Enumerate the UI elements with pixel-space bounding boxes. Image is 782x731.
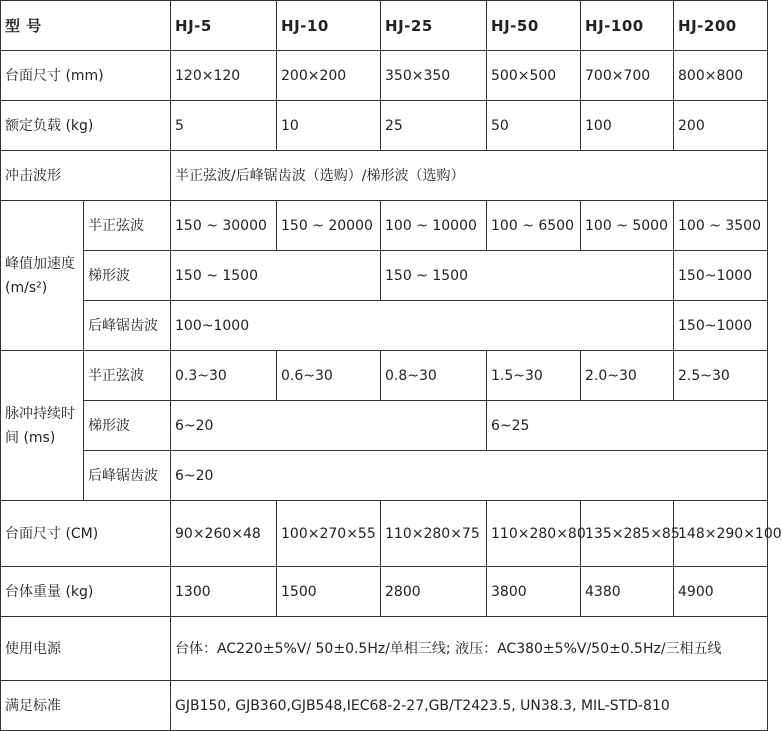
peak-accel-half-sine-row [1, 201, 768, 251]
table-cell: 1300 [171, 567, 277, 617]
sub-label: 半正弦波 [84, 351, 171, 401]
table-cell: 4380 [581, 567, 674, 617]
table-cell: 150~1000 [674, 251, 768, 301]
table-cell: 25 [381, 101, 487, 151]
table-cell: 200 [674, 101, 768, 151]
table-cell: 2800 [381, 567, 487, 617]
table-cell: 135×285×85 [581, 501, 674, 567]
table-cell: 100~1000 [171, 301, 674, 351]
table-cell: 50 [487, 101, 581, 151]
table-cell: 100 ~ 6500 [487, 201, 581, 251]
group-label: 脉冲持续时间 (ms) [1, 351, 84, 501]
table-cell: 1.5~30 [487, 351, 581, 401]
table-cell: 6~25 [487, 401, 768, 451]
peak-accel-sawtooth-row [1, 301, 768, 351]
table-cell: 台体：AC220±5%V/ 50±0.5Hz/单相三线; 液压：AC380±5%V/50±0.5Hz/三相五线 [171, 617, 768, 681]
model-label: 型 号 [1, 1, 171, 51]
table-cell: 150 ~ 20000 [277, 201, 381, 251]
row-label: 台面尺寸 (CM) [1, 501, 171, 567]
row-label: 台面尺寸 (mm) [1, 51, 171, 101]
table-cell: 6~20 [171, 401, 487, 451]
peak-accel-trapezoid-row [1, 251, 768, 301]
waveform-row [1, 151, 768, 201]
pulse-half-sine-row [1, 351, 768, 401]
row-label: 额定负载 (kg) [1, 101, 171, 151]
model-cell: HJ-200 [674, 1, 768, 51]
table-cell: 6~20 [171, 451, 768, 501]
table-cell: 120×120 [171, 51, 277, 101]
table-size-row [1, 51, 768, 101]
table-cell: 5 [171, 101, 277, 151]
table-cell: 110×280×80 [487, 501, 581, 567]
body-weight-row [1, 567, 768, 617]
table-cell: 350×350 [381, 51, 487, 101]
table-cell: 4900 [674, 567, 768, 617]
sub-label: 梯形波 [84, 401, 171, 451]
table-cell: 0.8~30 [381, 351, 487, 401]
model-cell: HJ-25 [381, 1, 487, 51]
pulse-trapezoid-row [1, 401, 768, 451]
row-label: 冲击波形 [1, 151, 171, 201]
standards-row [1, 681, 768, 731]
model-cell: HJ-5 [171, 1, 277, 51]
table-cell: 700×700 [581, 51, 674, 101]
table-cell: GJB150, GJB360,GJB548,IEC68-2-27,GB/T2423.5, UN38.3, MIL-STD-810 [171, 681, 768, 731]
model-cell: HJ-10 [277, 1, 381, 51]
sub-label: 梯形波 [84, 251, 171, 301]
table-dimensions-row [1, 501, 768, 567]
sub-label: 半正弦波 [84, 201, 171, 251]
sub-label: 后峰锯齿波 [84, 301, 171, 351]
table-cell: 150 ~ 1500 [171, 251, 381, 301]
table-cell: 3800 [487, 567, 581, 617]
table-cell: 800×800 [674, 51, 768, 101]
pulse-sawtooth-row [1, 451, 768, 501]
header-row [1, 1, 768, 51]
rated-load-row [1, 101, 768, 151]
row-label: 使用电源 [1, 617, 171, 681]
row-label: 满足标准 [1, 681, 171, 731]
table-cell: 半正弦波/后峰锯齿波（选购）/梯形波（选购） [171, 151, 768, 201]
model-cell: HJ-100 [581, 1, 674, 51]
table-cell: 150 ~ 1500 [381, 251, 674, 301]
group-label: 峰值加速度 (m/s²) [1, 201, 84, 351]
table-cell: 100 ~ 3500 [674, 201, 768, 251]
sub-label: 后峰锯齿波 [84, 451, 171, 501]
table-cell: 100 ~ 5000 [581, 201, 674, 251]
table-cell: 148×290×100 [674, 501, 768, 567]
table-cell: 1500 [277, 567, 381, 617]
model-cell: HJ-50 [487, 1, 581, 51]
table-cell: 2.5~30 [674, 351, 768, 401]
table-cell: 500×500 [487, 51, 581, 101]
table-cell: 90×260×48 [171, 501, 277, 567]
table-cell: 100 ~ 10000 [381, 201, 487, 251]
table-cell: 0.3~30 [171, 351, 277, 401]
table-cell: 100 [581, 101, 674, 151]
table-cell: 150~1000 [674, 301, 768, 351]
table-cell: 200×200 [277, 51, 381, 101]
table-cell: 2.0~30 [581, 351, 674, 401]
table-cell: 100×270×55 [277, 501, 381, 567]
table-cell: 110×280×75 [381, 501, 487, 567]
table-cell: 150 ~ 30000 [171, 201, 277, 251]
table-cell: 0.6~30 [277, 351, 381, 401]
power-row [1, 617, 768, 681]
table-cell: 10 [277, 101, 381, 151]
row-label: 台体重量 (kg) [1, 567, 171, 617]
